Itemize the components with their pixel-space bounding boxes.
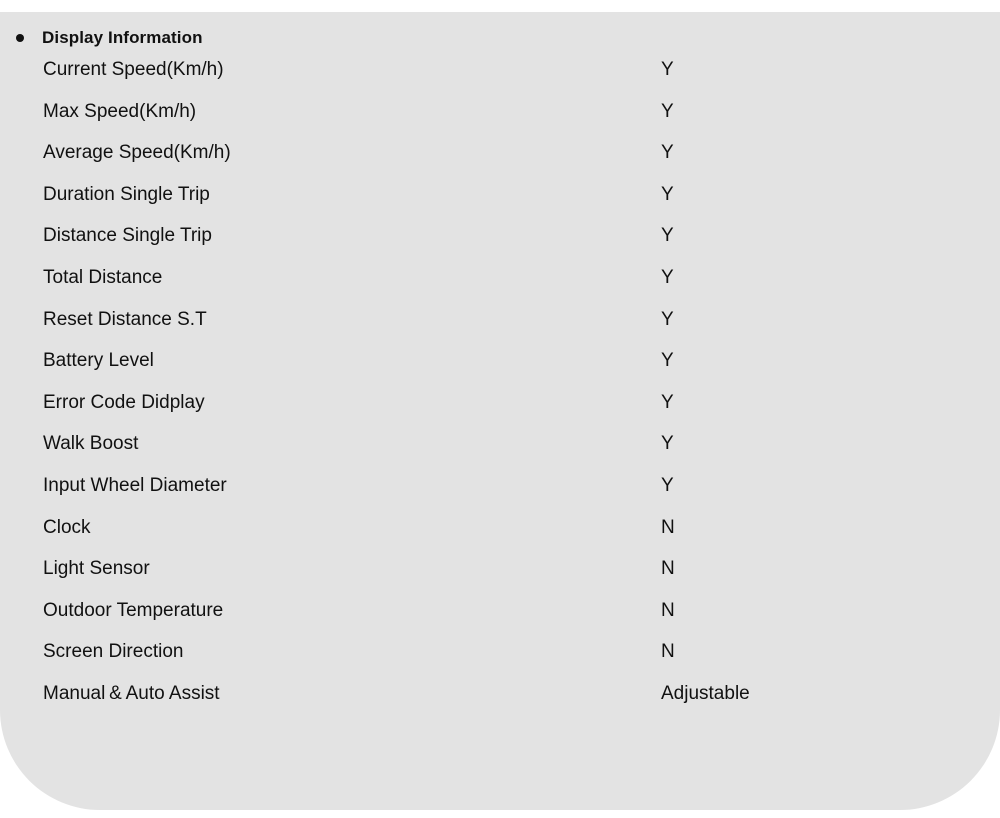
spec-label: Clock <box>43 516 91 538</box>
spec-label: Total Distance <box>43 266 163 288</box>
spec-value: N <box>661 558 675 580</box>
spec-row <box>0 98 1000 140</box>
spec-row <box>0 638 1000 680</box>
spec-value: Y <box>661 433 674 455</box>
spec-row <box>0 555 1000 597</box>
spec-row <box>0 306 1000 348</box>
spec-row <box>0 597 1000 639</box>
spec-value: Y <box>661 59 674 80</box>
spec-label: Battery Level <box>43 350 154 372</box>
spec-row <box>0 430 1000 472</box>
spec-label: Manual & Auto Assist <box>43 682 220 704</box>
section-title: Display Information <box>42 28 203 47</box>
spec-panel <box>0 12 1000 810</box>
spec-label: Light Sensor <box>43 558 150 580</box>
section-header <box>16 26 203 50</box>
spec-label: Current Speed(Km/h) <box>43 59 224 80</box>
spec-value: N <box>661 599 675 621</box>
spec-value: Y <box>661 474 674 496</box>
spec-value: N <box>661 516 675 538</box>
spec-list <box>0 56 1000 722</box>
spec-row <box>0 56 1000 98</box>
spec-value: Y <box>661 391 674 413</box>
spec-value: Y <box>661 183 674 205</box>
spec-label: Reset Distance S.T <box>43 308 207 330</box>
spec-label: Screen Direction <box>43 641 184 663</box>
spec-row <box>0 264 1000 306</box>
spec-label: Error Code Didplay <box>43 391 205 413</box>
spec-label: Outdoor Temperature <box>43 599 224 621</box>
spec-value: Y <box>661 350 674 372</box>
spec-row <box>0 680 1000 722</box>
spec-row <box>0 139 1000 181</box>
spec-value: Y <box>661 225 674 247</box>
spec-value: Y <box>661 266 674 288</box>
spec-label: Max Speed(Km/h) <box>43 100 197 122</box>
spec-row <box>0 514 1000 556</box>
spec-label: Walk Boost <box>43 433 139 455</box>
spec-row <box>0 347 1000 389</box>
spec-label: Input Wheel Diameter <box>43 474 227 496</box>
spec-label: Distance Single Trip <box>43 225 212 247</box>
spec-value: N <box>661 641 675 663</box>
spec-label: Duration Single Trip <box>43 183 210 205</box>
spec-row <box>0 181 1000 223</box>
spec-row <box>0 472 1000 514</box>
bullet-icon <box>16 34 24 42</box>
spec-row <box>0 389 1000 431</box>
spec-value: Y <box>661 142 674 164</box>
spec-value: Y <box>661 100 674 122</box>
spec-value: Adjustable <box>661 682 750 704</box>
spec-label: Average Speed(Km/h) <box>43 142 231 164</box>
spec-value: Y <box>661 308 674 330</box>
spec-row <box>0 222 1000 264</box>
